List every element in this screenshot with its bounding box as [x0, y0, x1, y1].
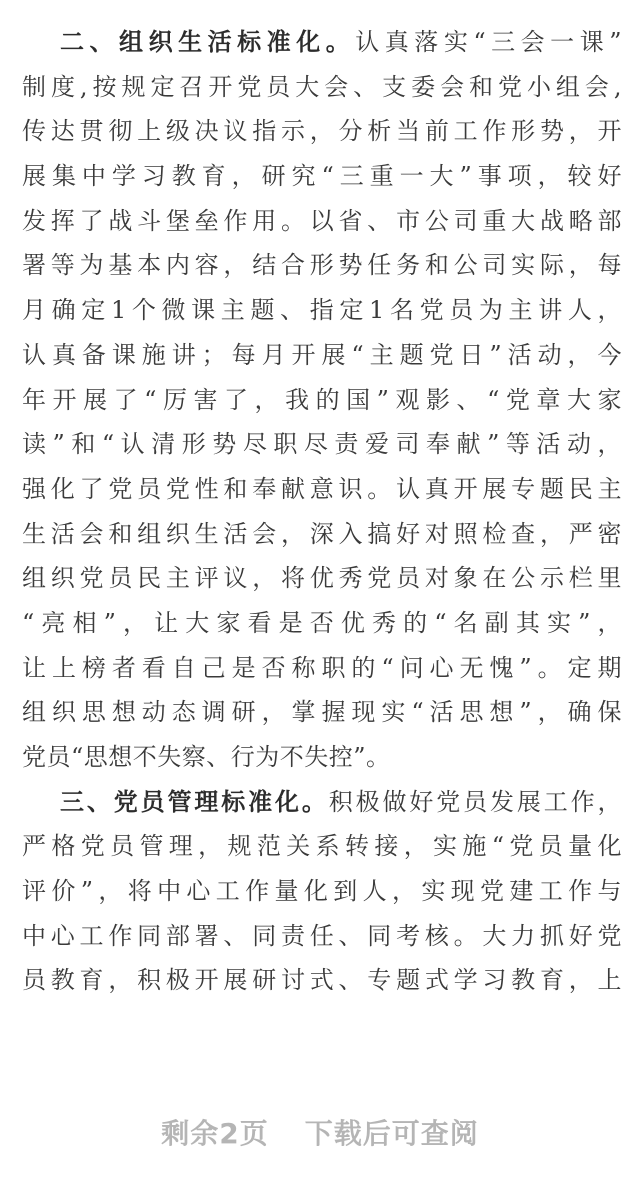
paragraph-2-line-17: 党员“思想不失察、行为不失控”。	[22, 743, 391, 771]
paragraph-2-line-12: 生活会和组织生活会，深入搞好对照检查，严密	[22, 519, 622, 548]
paragraph-2-line-9: 年开展了“厉害了，我的国”观影、“党章大家	[22, 385, 622, 414]
section-heading-3: 三、党员管理标准化。	[60, 786, 329, 816]
section-heading-2: 二、组织生活标准化。	[60, 27, 356, 56]
document-body	[22, 20, 622, 1003]
paragraph-3-line-2: 严格党员管理，规范关系转接，实施“党员量化	[22, 832, 622, 861]
download-prompt[interactable]	[0, 1112, 640, 1152]
paragraph-2-line-10: 读”和“认清形势尽职尽责爱司奉献”等活动，	[22, 430, 622, 459]
paragraph-2-line-2: 制度,按规定召开党员大会、支委会和党小组会,	[22, 72, 622, 101]
paragraph-text: 积极做好党员发展工作，	[328, 787, 622, 816]
paragraph-3-line-1	[22, 780, 622, 825]
paragraph-2-line-1	[22, 20, 622, 65]
paragraph-3-line-4: 中心工作同部署、同责任、同考核。大力抓好党	[22, 921, 622, 950]
paragraph-2-line-7: 月确定1个微课主题、指定1名党员为主讲人，	[22, 296, 622, 325]
paragraph-2-line-16: 组织思想动态调研，掌握现实“活思想”，确保	[22, 698, 622, 727]
paragraph-text: 认真落实“三会一课”	[355, 28, 622, 56]
paragraph-2-line-8: 认真备课施讲；每月开展“主题党日”活动，今	[22, 340, 622, 369]
paragraph-3-line-5: 员教育，积极开展研讨式、专题式学习教育，上	[22, 966, 622, 995]
paragraph-2-line-11: 强化了党员党性和奉献意识。认真开展专题民主	[22, 474, 622, 503]
paragraph-2-line-13: 组织党员民主评议，将优秀党员对象在公示栏里	[22, 564, 622, 593]
paragraph-2-line-6: 署等为基本内容，结合形势任务和公司实际，每	[22, 251, 622, 280]
paragraph-2-line-5: 发挥了战斗堡垒作用。以省、市公司重大战略部	[22, 206, 622, 235]
remaining-pages-label: 剩余2页	[161, 1117, 269, 1150]
paragraph-2-line-3: 传达贯彻上级决议指示，分析当前工作形势，开	[22, 117, 622, 146]
paragraph-2-line-4: 展集中学习教育，研究“三重一大”事项，较好	[22, 162, 622, 191]
paragraph-3-line-3: 评价”，将中心工作量化到人，实现党建工作与	[22, 877, 622, 906]
paragraph-2-line-15: 让上榜者看自己是否称职的“问心无愧”。定期	[22, 653, 622, 682]
download-to-view-label: 下载后可查阅	[304, 1117, 479, 1150]
paragraph-2-line-14: “亮相”，让大家看是否优秀的“名副其实”，	[22, 608, 622, 637]
